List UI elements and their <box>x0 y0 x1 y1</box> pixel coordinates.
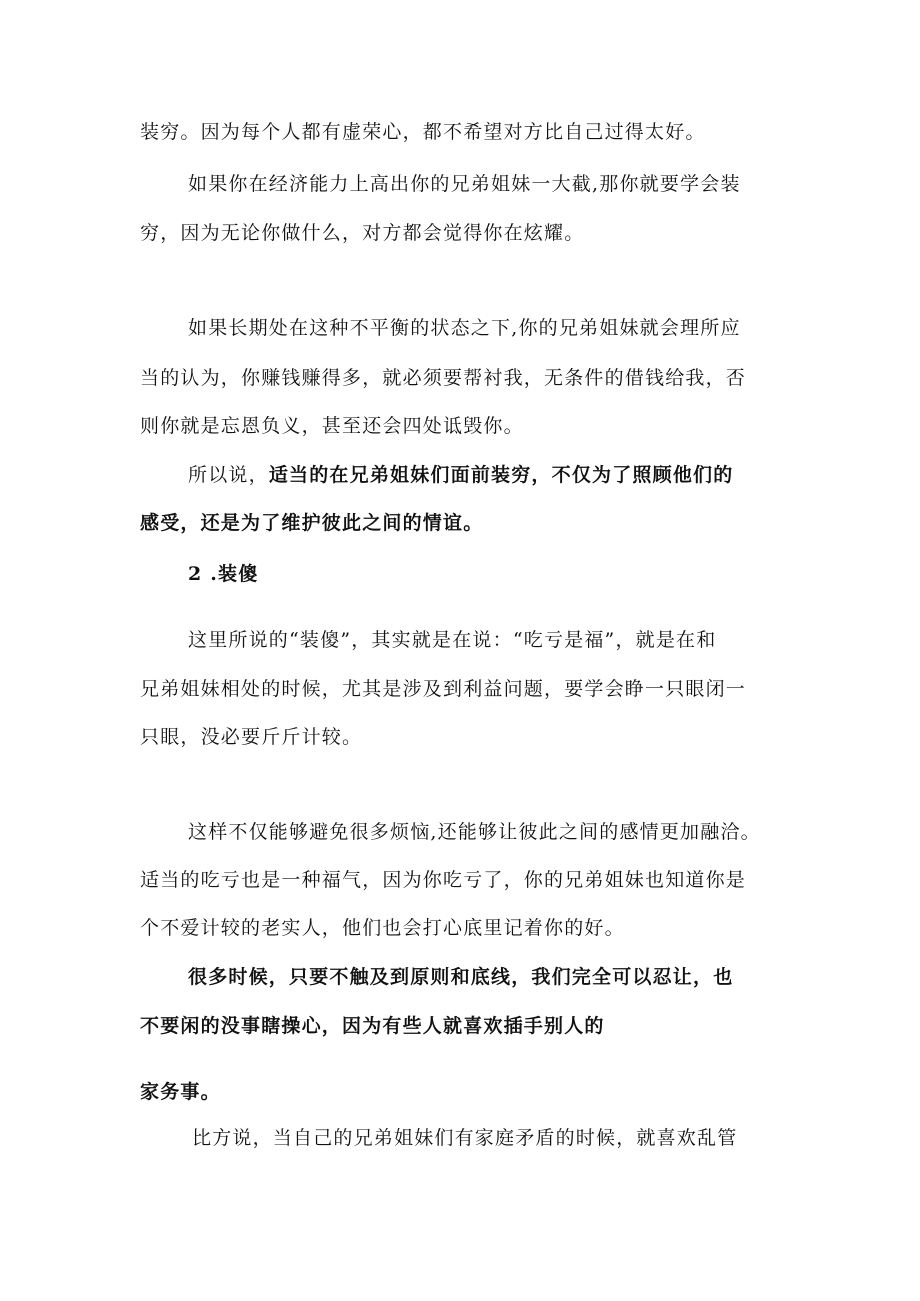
text-line: 则你就是忘恩负义，甚至还会四处诋毁你。 <box>140 415 524 437</box>
text-line: 这样不仅能够避免很多烦恼,还能够让彼此之间的感情更加融洽。 <box>188 821 761 843</box>
text-line: 不要闲的没事瞎操心，因为有些人就喜欢插手别人的 <box>140 1015 605 1037</box>
text-line: 家务事。 <box>140 1081 221 1103</box>
text-line: 兄弟姐妹相处的时候，尤其是涉及到利益问题，要学会睁一只眼闭一 <box>140 678 747 700</box>
text-line: 当的认为，你赚钱赚得多，就必须要帮衬我，无条件的借钱给我，否 <box>140 367 747 389</box>
text-line: 很多时候，只要不触及到原则和底线，我们完全可以忍让，也 <box>188 966 734 988</box>
section-heading: 2 .装傻 <box>188 563 259 585</box>
text-line <box>188 462 800 488</box>
bold-text: 适当的在兄弟姐妹们面前装穷，不仅为了照顾他们的 <box>268 464 734 486</box>
text-line: 如果长期处在这种不平衡的状态之下,你的兄弟姐妹就会理所应 <box>188 317 741 339</box>
paragraph-lead: 所以说， <box>188 464 269 486</box>
text-line: 感受，还是为了维护彼此之间的情谊。 <box>140 512 484 534</box>
text-line: 穷，因为无论你做什么，对方都会觉得你在炫耀。 <box>140 222 585 244</box>
text-line: 如果你在经济能力上高出你的兄弟姐妹一大截,那你就要学会装 <box>188 173 741 195</box>
text-line: 装穷。因为每个人都有虚荣心，都不希望对方比自己过得太好。 <box>140 121 706 143</box>
text-line: 适当的吃亏也是一种福气，因为你吃亏了，你的兄弟姐妹也知道你是 <box>140 869 747 891</box>
text-line: 比方说，当自己的兄弟姐妹们有家庭矛盾的时候，就喜欢乱管 <box>192 1127 738 1149</box>
text-line: 这里所说的“装傻”，其实就是在说：“吃亏是福”，就是在和 <box>188 629 717 651</box>
text-line: 只眼，没必要斤斤计较。 <box>140 726 363 748</box>
text-line: 个不爱计较的老实人，他们也会打心底里记着你的好。 <box>140 917 625 939</box>
